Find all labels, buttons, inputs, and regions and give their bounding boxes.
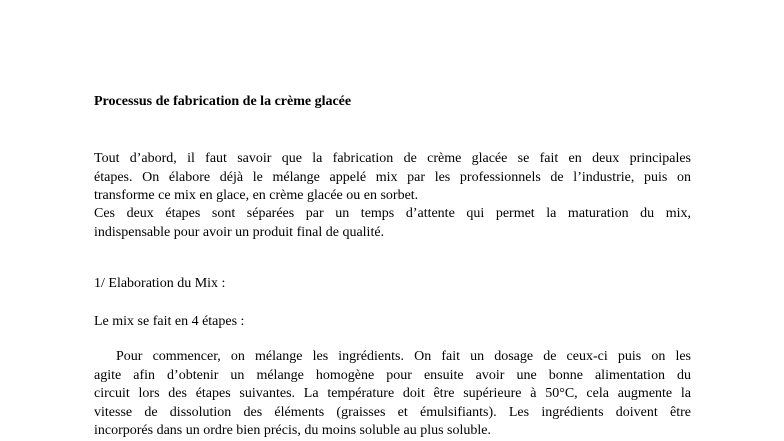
paragraph-line: Ces deux étapes sont séparées par un temps d’attente qui permet la maturation du mix,: [94, 206, 691, 221]
paragraph-introduction: [94, 150, 691, 206]
paragraph-maturation: [94, 205, 691, 242]
paragraph-line: Tout d’abord, il faut savoir que la fabrication de crème glacée se fait en deux principales: [94, 151, 691, 166]
document-title: Processus de fabrication de la crème glacée: [94, 94, 352, 109]
paragraph-line: agite afin d’obtenir un mélange homogène pour ensuite avoir une bonne alimentation du: [94, 367, 691, 383]
paragraph-line: Pour commencer, on mélange les ingrédients. On fait un dosage de ceux-ci puis on les: [116, 349, 691, 364]
paragraph-mixing: [94, 348, 691, 441]
paragraph-line: circuit lors des étapes suivantes. La température doit être supérieure à 50°C, cela augmente la: [94, 386, 691, 401]
paragraph-line: transforme ce mix en glace, en crème glacée ou en sorbet.: [94, 188, 419, 203]
paragraph-line: indispensable pour avoir un produit final de qualité.: [94, 224, 385, 240]
paragraph-line: étapes. On élabore déjà le mélange appelé mix par les professionnels de l’industrie, puis on: [94, 169, 691, 185]
section-heading: 1/ Elaboration du Mix :: [94, 276, 226, 291]
paragraph-line: vitesse de dissolution des éléments (graisses et émulsifiants). Les ingrédients doivent être: [94, 404, 691, 420]
paragraph-line: incorporés dans un ordre bien précis, du moins soluble au plus soluble.: [94, 423, 491, 438]
document-page: [94, 0, 691, 441]
section-intro: Le mix se fait en 4 étapes :: [94, 314, 245, 329]
